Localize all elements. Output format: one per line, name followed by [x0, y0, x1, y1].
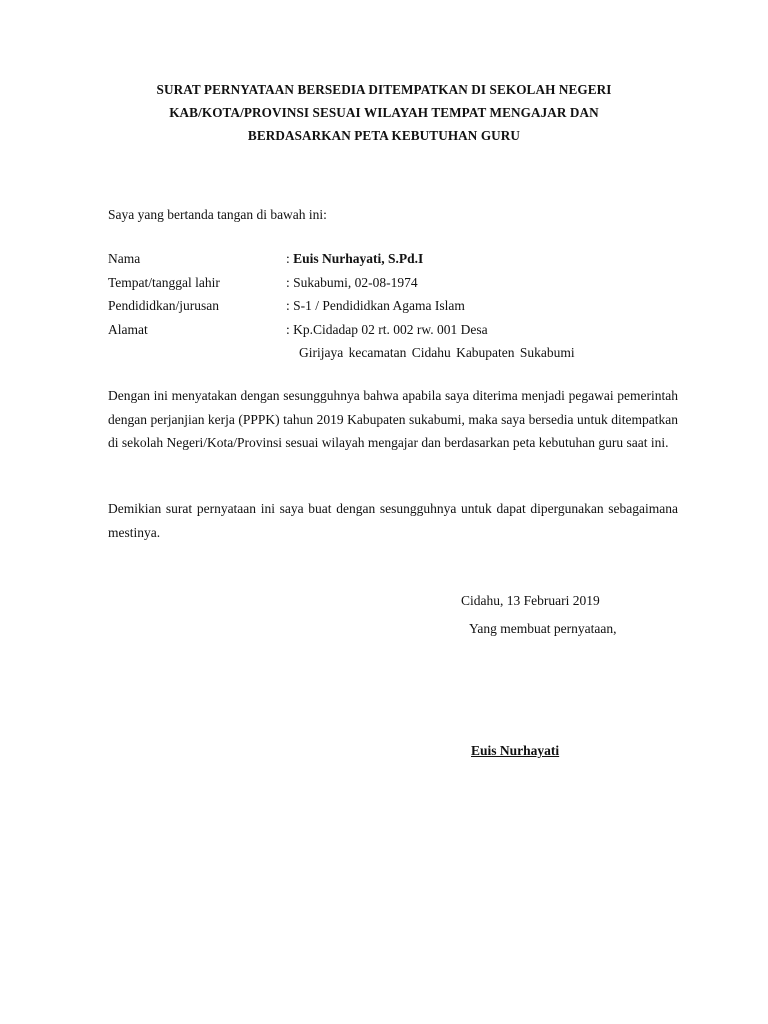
document-title: [80, 78, 688, 147]
identity-block: [108, 250, 688, 368]
signature-name: Euis Nurhayati: [471, 743, 560, 758]
identity-row-name: [108, 250, 688, 274]
education-value: : S-1 / Pendididkan Agama Islam: [286, 298, 465, 313]
education-label: Pendididkan/jurusan: [108, 298, 219, 313]
address-value: : Kp.Cidadap 02 rt. 002 rw. 001 Desa: [286, 321, 488, 337]
name-colon: :: [286, 251, 294, 266]
closing-paragraph: Demikian surat pernyataan ini saya buat dengan sesungguhnya untuk dapat dipergunakan sebagaimana mestinya.: [108, 501, 678, 540]
statement-paragraph: Dengan ini menyatakan dengan sesungguhnya bahwa apabila saya diterima menjadi pegawai pemerintah dengan perjanjian kerja (PPPK) tahun 2019 Kabupaten sukabumi, maka saya bersedia untuk ditempatkan di sekolah Negeri/Kota/Provinsi sesuai wilayah mengajar dan berdasarkan peta kebutuhan guru saat ini.: [108, 388, 678, 450]
name-label: Nama: [108, 251, 141, 266]
name-value: Euis Nurhayati, S.Pd.I: [293, 251, 424, 266]
signature-role: Yang membuat pernyataan,: [469, 621, 617, 636]
identity-row-education: [108, 297, 688, 321]
birth-value: : Sukabumi, 02-08-1974: [286, 274, 418, 290]
name-value-wrapper: [286, 250, 688, 274]
identity-row-birth: [108, 274, 688, 298]
title-line-1: SURAT PERNYATAAN BERSEDIA DITEMPATKAN DI SEKOLAH NEGERI: [156, 82, 612, 97]
signature-place-date: Cidahu, 13 Februari 2019: [461, 593, 600, 608]
title-line-2: KAB/KOTA/PROVINSI SESUAI WILAYAH TEMPAT MENGAJAR DAN: [169, 105, 599, 120]
address-label: Alamat: [108, 321, 148, 337]
identity-row-address: [108, 321, 688, 345]
address-value-continued: Girijaya kecamatan Cidahu Kabupaten Sukabumi: [299, 345, 575, 360]
signature-block: [461, 591, 617, 758]
birth-label: Tempat/tanggal lahir: [108, 274, 220, 290]
intro-text: Saya yang bertanda tangan di bawah ini:: [108, 207, 327, 222]
title-line-3: BERDASARKAN PETA KEBUTUHAN GURU: [247, 128, 521, 143]
